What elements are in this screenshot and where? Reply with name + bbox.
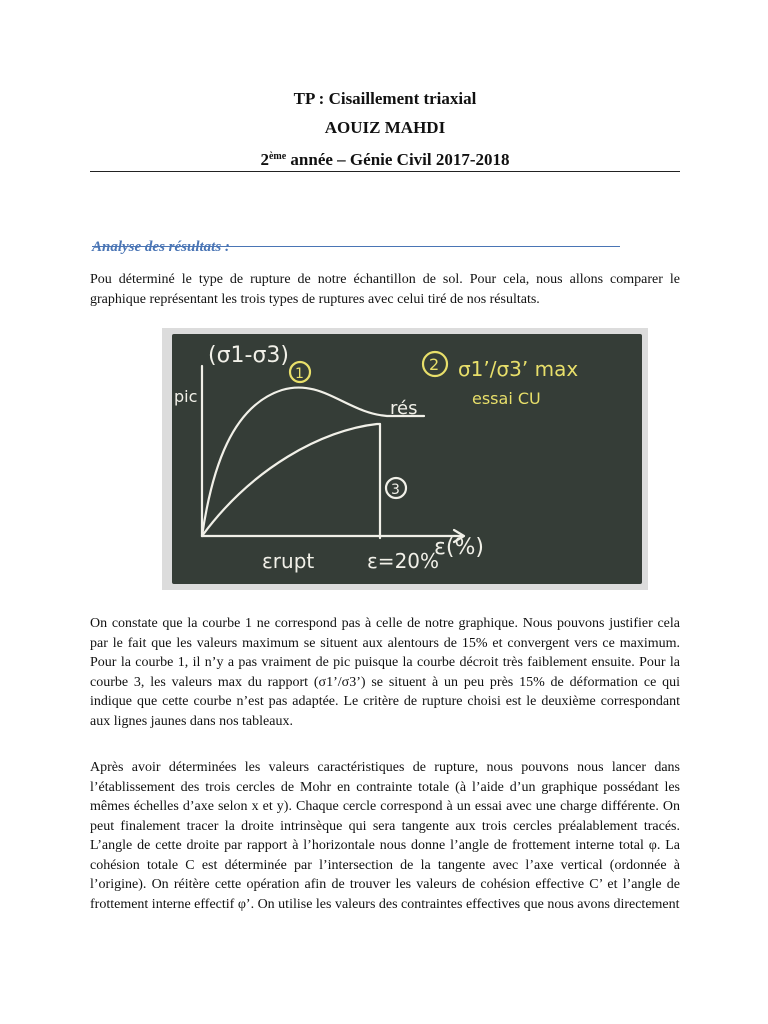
eps-rupt-label: εrupt [262, 549, 315, 573]
y-axis-label: (σ1-σ3) [208, 343, 289, 368]
marker-1-label: 1 [295, 366, 304, 382]
doc-author: AOUIZ MAHDI [324, 118, 446, 137]
section-heading: Analyse des résultats : [92, 239, 230, 255]
chalkboard-figure [162, 328, 648, 590]
doc-title: TP : Cisaillement triaxial [293, 89, 477, 108]
pic-label: pic [174, 387, 198, 406]
marker-2-label: 2 [429, 355, 440, 374]
title-block [90, 84, 680, 174]
paragraph-analysis: On constate que la courbe 1 ne correspond pas à celle de notre graphique. Nous pouvons justifier cela par le fait que les valeurs maximum se situent aux alentours de 15% et convergent vers ce maximum. Pour la courbe 1, il n’y a pas vraiment de pic puisque la courbe décroit très faiblement ensuite. Pour la courbe 3, les valeurs max du rapport (σ1’/σ3’) se situent à un peu près 15% de déformation ce qui indique que cette courbe n’est pas adaptée. Le critère de rupture choisi est le deuxième correspondant aux lignes jaunes dans nos tableaux. [90, 616, 680, 729]
paragraph-mohr: Après avoir déterminées les valeurs caractéristiques de rupture, nous pouvons nous lancer dans l’établissement des trois cercles de Mohr en contrainte totale (à l’aide d’un graphique possédant les mêmes échelles d’axe selon x et y). Chaque cercle correspond à un essai avec une charge différente. On peut finalement tracer la droite intrinsèque qui sera tangente aux trois cercles préalablement tracés. L’angle de cette droite par rapport à l’horizontale nous donne l’angle de frottement interne total φ. La cohésion totale C est déterminée par l’intersection de la tangente avec l’axe vertical (ordonnée à l’origine). On réitère cette opération afin de trouver les valeurs de cohésion effective C’ et l’angle de frottement interne effectif φ’. On utilise les valeurs des contraintes effectives que nous avons directement [90, 760, 680, 912]
essai-label: essai CU [472, 389, 541, 408]
eps-20-label: ε=20% [367, 549, 440, 573]
res-label: rés [390, 398, 418, 419]
chalkboard-svg [162, 328, 648, 590]
paragraph-intro: Pou déterminé le type de rupture de notre échantillon de sol. Pour cela, nous allons comparer le graphique représentant les trois types de ruptures avec celui tiré de nos résultats. [90, 272, 680, 307]
ratio-label: σ1’/σ3’ max [458, 357, 579, 381]
doc-year [90, 142, 680, 174]
year-sup: ème [268, 151, 287, 162]
marker-3-label: 3 [391, 482, 400, 498]
x-axis-label: ε(%) [434, 535, 484, 560]
header-divider [90, 171, 680, 172]
year-suffix: année – Génie Civil 2017-2018 [286, 150, 510, 169]
year-prefix: 2 [260, 150, 269, 169]
